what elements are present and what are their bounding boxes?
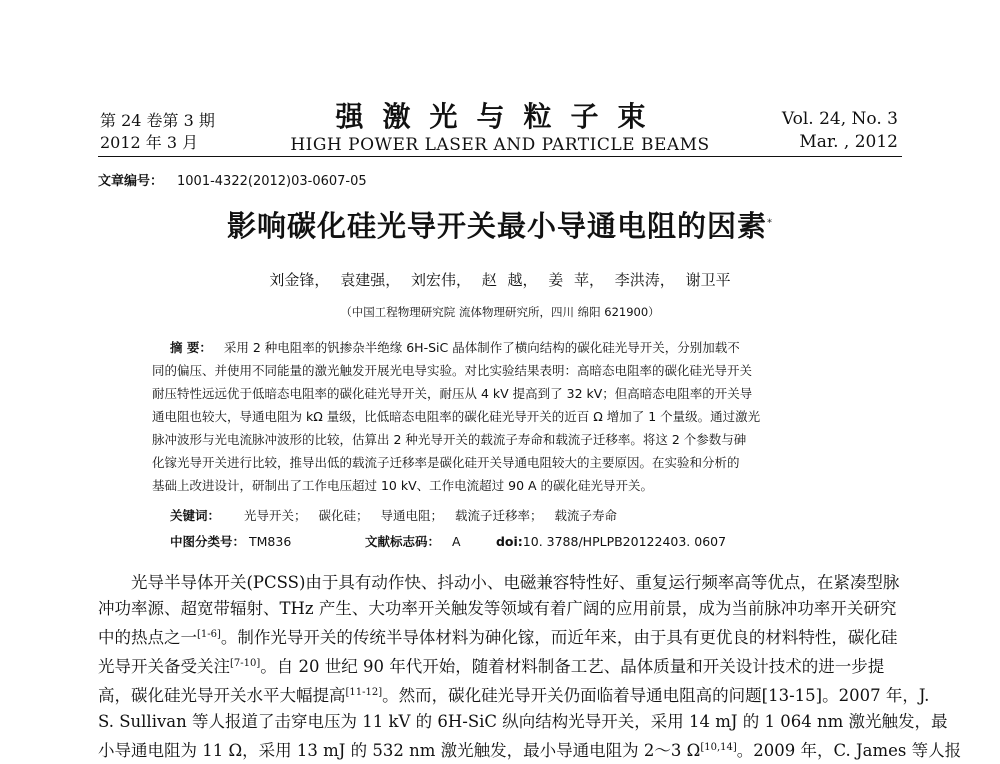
article-number-label: 文章编号： xyxy=(98,174,164,189)
abstract-line: 化镓光导开关进行比较，推导出低的载流子迁移率是碳化硅开关导通电阻较大的主要原因。在实验和分析的 xyxy=(152,455,740,470)
citation: [10,14] xyxy=(700,742,737,753)
keyword: 载流子迁移率； xyxy=(455,508,543,523)
journal-title-en: HIGH POWER LASER AND PARTICLE BEAMS xyxy=(290,135,710,155)
body-text-segment: 。制作光导开关的传统半导体材料为砷化镓，而近年来，由于具有更优良的材料特性，碳化硅 xyxy=(220,628,898,647)
paper-title xyxy=(0,204,1000,245)
keyword: 碳化硅； xyxy=(318,508,369,523)
body-text-segment: 中的热点之一 xyxy=(98,628,197,647)
body-text-segment: 。然而，碳化硅光导开关仍面临着导通电阻高的问题[13-15]。2007 年，J. xyxy=(382,686,930,705)
title-footnote-mark: * xyxy=(767,217,773,229)
body-line: 光导半导体开关(PCSS)由于具有动作快、抖动小、电磁兼容特性好、重复运行频率高等优点，在紧凑型脉 xyxy=(131,573,900,592)
body-line xyxy=(98,622,906,651)
date-en: Mar. , 2012 xyxy=(799,132,898,152)
abstract-line: 同的偏压、并使用不同能量的激光触发开展光电导实验。对比实验结果表明：高暗态电阻率的碳化硅光导开关 xyxy=(152,363,753,378)
doc-code-value: A xyxy=(451,534,461,549)
paper-title-text: 影响碳化硅光导开关最小导通电阻的因素 xyxy=(226,209,767,243)
abstract-line: 基础上改进设计，研制出了工作电压超过 10 kV、工作电流超过 90 A 的碳化硅光导开关。 xyxy=(152,478,654,493)
citation: [1-6] xyxy=(197,629,221,640)
abstract-line: 耐压特性远远优于低暗态电阻率的碳化硅光导开关，耐压从 4 kV 提高到了 32 kV；但高暗态电阻率的开关导 xyxy=(152,386,753,401)
abstract xyxy=(152,336,872,497)
body-line xyxy=(98,680,930,709)
abstract-line: 通电阻也较大，导通电阻为 kΩ 量级，比低暗态电阻率的碳化硅光导开关的近百 Ω 增加了 1 个量级。通过激光 xyxy=(152,409,761,424)
abstract-line: 脉冲波形与光电流脉冲波形的比较，估算出 2 种光导开关的载流子寿命和载流子迁移率。将这 2 个参数与砷 xyxy=(152,432,747,447)
affiliation: （中国工程物理研究院 流体物理研究所，四川 绵阳 621900） xyxy=(340,305,660,319)
clc-label: 中图分类号： xyxy=(170,534,246,549)
body-line xyxy=(98,651,906,680)
body-line: S. Sullivan 等人报道了击穿电压为 11 kV 的 6H-SiC 纵向结构光导开关，采用 14 mJ 的 1 064 nm 激光触发，最 xyxy=(98,712,948,731)
keywords-label: 关键词： xyxy=(170,508,221,523)
keyword: 光导开关； xyxy=(244,508,307,523)
article-number-value: 1001-4322(2012)03-0607-05 xyxy=(177,174,367,189)
abstract-label: 摘 要： xyxy=(170,340,212,355)
keyword: 载流子寿命 xyxy=(554,508,618,523)
keyword: 导通电阻； xyxy=(380,508,444,523)
doc-code-label: 文献标志码： xyxy=(364,534,440,549)
author-list: 刘金锋， 袁建强， 刘宏伟， 赵 越， 姜 苹， 李洪涛， 谢卫平 xyxy=(269,271,731,289)
body-text-segment: 小导通电阻为 11 Ω，采用 13 mJ 的 532 nm 激光触发，最小导通电阻为 2～3 Ω xyxy=(98,741,701,760)
volume-en: Vol. 24, No. 3 xyxy=(781,109,898,129)
citation: [7-10] xyxy=(230,658,261,669)
abstract-line xyxy=(152,336,872,359)
date-cn: 2012 年 3 月 xyxy=(100,133,199,152)
volume-info xyxy=(782,108,898,154)
keywords xyxy=(170,506,617,524)
classification-line xyxy=(170,532,726,550)
issue-cn: 第 24 卷第 3 期 xyxy=(100,111,215,130)
journal-title-cn: 强激光与粒子束 xyxy=(335,100,665,133)
body-text-segment: 。自 20 世纪 90 年代开始，随着材料制备工艺、晶体质量和开关设计技术的进一步提 xyxy=(260,657,885,676)
body-text-segment: 高，碳化硅光导开关水平大幅提高 xyxy=(98,686,346,705)
doi-label: doi: xyxy=(495,534,523,549)
header-rule xyxy=(98,156,902,157)
article-number xyxy=(98,170,367,189)
body-text-segment: 光导开关备受关注 xyxy=(98,657,230,676)
clc-value: TM836 xyxy=(249,534,292,549)
body-text-segment: 。2009 年，C. James 等人报 xyxy=(736,741,962,760)
body-text xyxy=(98,570,962,764)
abstract-text: 采用 2 种电阻率的钒掺杂半绝缘 6H-SiC 晶体制作了横向结构的碳化硅光导开关，分别加载不 xyxy=(223,340,740,355)
body-line: 冲功率源、超宽带辐射、THz 产生、大功率开关触发等领域有着广阔的应用前景，成为当前脉冲功率开关研究 xyxy=(98,599,897,618)
doi-value: 10. 3788/HPLPB20122403. 0607 xyxy=(522,534,727,549)
citation: [11-12] xyxy=(345,687,383,698)
